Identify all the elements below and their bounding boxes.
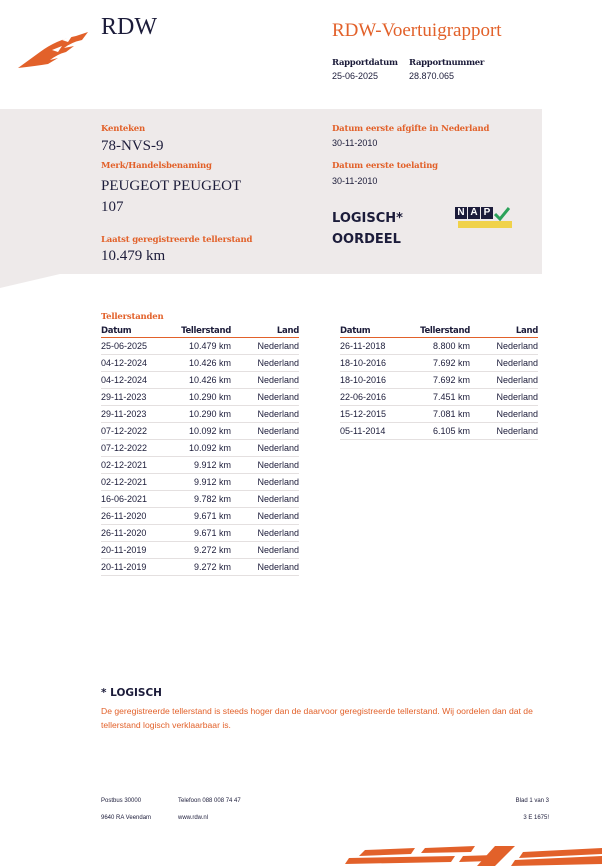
col-date-header: Datum: [101, 325, 161, 338]
footer-postbus: Postbus 30000: [101, 798, 142, 804]
col-land-header: Land: [231, 325, 299, 338]
footer-page-number: Blad 1 van 3: [515, 798, 549, 804]
odometer-table-left: [101, 325, 299, 576]
odometer-table-right: [340, 325, 538, 440]
note-text: De geregistreerde tellerstand is steeds hoger dan de daarvoor geregistreerde tellerstand. Wij oordelen dan dat de tellerstand logisch verklaarbaar is.: [101, 706, 533, 730]
report-date: 25-06-2025: [332, 71, 379, 81]
odometer-table-header: [101, 325, 299, 338]
row-country: Nederland: [470, 389, 538, 406]
report-date-label: Rapportdatum: [332, 58, 398, 68]
row-country: Nederland: [231, 474, 299, 491]
last-odometer-value: 10.479 km: [101, 248, 166, 264]
first-nl-value: 30-11-2010: [332, 138, 378, 148]
row-odometer: 7.692 km: [400, 355, 470, 372]
rdw-logo: [16, 30, 92, 70]
report-number-label: Rapportnummer: [409, 58, 485, 68]
row-country: Nederland: [231, 508, 299, 525]
col-land-header: Land: [470, 325, 538, 338]
row-date: 02-12-2021: [101, 457, 161, 474]
row-odometer: 7.451 km: [400, 389, 470, 406]
nap-badge-underline: [458, 221, 512, 228]
table-row: [340, 372, 538, 389]
table-row: [101, 508, 299, 525]
row-country: Nederland: [231, 457, 299, 474]
row-date: 26-11-2018: [340, 338, 400, 355]
last-odometer-label: Laatst geregistreerde tellerstand: [101, 235, 253, 245]
row-date: 20-11-2019: [101, 559, 161, 576]
nap-letter-a: A: [468, 207, 480, 219]
row-country: Nederland: [470, 406, 538, 423]
odometer-table-header: [340, 325, 538, 338]
note-title: * LOGISCH: [101, 687, 162, 699]
row-date: 26-11-2020: [101, 508, 161, 525]
table-row: [101, 355, 299, 372]
table-row: [101, 525, 299, 542]
row-date: 29-11-2023: [101, 406, 161, 423]
row-odometer: 9.272 km: [161, 559, 231, 576]
row-odometer: 9.912 km: [161, 457, 231, 474]
odometer-section-title: Tellerstanden: [101, 312, 164, 322]
plate-value: 78-NVS-9: [101, 138, 164, 154]
table-row: [101, 457, 299, 474]
row-odometer: 10.426 km: [161, 355, 231, 372]
table-row: [101, 406, 299, 423]
row-country: Nederland: [470, 423, 538, 440]
nap-letter-p: P: [481, 207, 493, 219]
footer-web-link[interactable]: www.rdw.nl: [178, 815, 209, 821]
verdict-line2: OORDEEL: [332, 232, 401, 247]
row-date: 16-06-2021: [101, 491, 161, 508]
table-row: [101, 474, 299, 491]
table-row: [101, 491, 299, 508]
row-date: 18-10-2016: [340, 372, 400, 389]
first-admission-value: 30-11-2010: [332, 176, 378, 186]
row-country: Nederland: [231, 491, 299, 508]
row-country: Nederland: [231, 440, 299, 457]
table-row: [101, 338, 299, 355]
report-number: 28.870.065: [409, 71, 455, 81]
row-country: Nederland: [231, 338, 299, 355]
table-row: [340, 389, 538, 406]
row-date: 20-11-2019: [101, 542, 161, 559]
row-odometer: 6.105 km: [400, 423, 470, 440]
row-country: Nederland: [470, 355, 538, 372]
row-odometer: 9.782 km: [161, 491, 231, 508]
row-odometer: 7.081 km: [400, 406, 470, 423]
table-row: [101, 372, 299, 389]
col-km-header: Tellerstand: [400, 325, 470, 338]
row-date: 25-06-2025: [101, 338, 161, 355]
row-date: 05-11-2014: [340, 423, 400, 440]
make-value-line2: 107: [101, 199, 124, 215]
row-country: Nederland: [231, 372, 299, 389]
row-country: Nederland: [231, 406, 299, 423]
row-country: Nederland: [470, 372, 538, 389]
vehicle-info-band-tail: [0, 274, 60, 288]
row-odometer: 7.692 km: [400, 372, 470, 389]
row-date: 29-11-2023: [101, 389, 161, 406]
row-odometer: 9.272 km: [161, 542, 231, 559]
row-country: Nederland: [231, 525, 299, 542]
table-row: [101, 559, 299, 576]
row-country: Nederland: [231, 355, 299, 372]
row-odometer: 8.800 km: [400, 338, 470, 355]
footer-phone: Telefoon 088 008 74 47: [178, 798, 241, 804]
report-title: RDW-Voertuigrapport: [332, 20, 502, 41]
row-country: Nederland: [231, 542, 299, 559]
row-date: 22-06-2016: [340, 389, 400, 406]
verdict-line1: LOGISCH*: [332, 211, 403, 226]
checkmark-icon: [494, 207, 510, 221]
table-row: [101, 389, 299, 406]
row-odometer: 9.671 km: [161, 525, 231, 542]
table-row: [340, 338, 538, 355]
row-odometer: 10.426 km: [161, 372, 231, 389]
col-km-header: Tellerstand: [161, 325, 231, 338]
footer-code: 3 E 1675!: [523, 815, 549, 821]
table-row: [340, 406, 538, 423]
row-country: Nederland: [231, 423, 299, 440]
row-date: 04-12-2024: [101, 355, 161, 372]
nap-badge: [455, 207, 513, 229]
row-date: 18-10-2016: [340, 355, 400, 372]
footer-city: 9640 RA Veendam: [101, 815, 152, 821]
make-label: Merk/Handelsbenaming: [101, 161, 212, 171]
decorative-stripes-graphic: [345, 844, 602, 866]
rdw-logo-icon: [16, 30, 92, 70]
table-row: [340, 355, 538, 372]
row-country: Nederland: [231, 559, 299, 576]
table-row: [101, 440, 299, 457]
first-admission-label: Datum eerste toelating: [332, 161, 438, 171]
nap-letter-n: N: [455, 207, 467, 219]
plate-label: Kenteken: [101, 124, 146, 134]
row-date: 07-12-2022: [101, 440, 161, 457]
table-row: [101, 423, 299, 440]
row-odometer: 10.290 km: [161, 406, 231, 423]
row-date: 04-12-2024: [101, 372, 161, 389]
row-odometer: 10.479 km: [161, 338, 231, 355]
row-country: Nederland: [470, 338, 538, 355]
make-value-line1: PEUGEOT PEUGEOT: [101, 178, 242, 194]
row-date: 15-12-2015: [340, 406, 400, 423]
row-odometer: 9.912 km: [161, 474, 231, 491]
row-odometer: 10.092 km: [161, 440, 231, 457]
first-nl-label: Datum eerste afgifte in Nederland: [332, 124, 490, 134]
row-odometer: 9.671 km: [161, 508, 231, 525]
row-date: 07-12-2022: [101, 423, 161, 440]
row-date: 02-12-2021: [101, 474, 161, 491]
row-date: 26-11-2020: [101, 525, 161, 542]
table-row: [101, 542, 299, 559]
row-odometer: 10.092 km: [161, 423, 231, 440]
row-country: Nederland: [231, 389, 299, 406]
table-row: [340, 423, 538, 440]
row-odometer: 10.290 km: [161, 389, 231, 406]
brand-name: RDW: [101, 14, 157, 40]
col-date-header: Datum: [340, 325, 400, 338]
